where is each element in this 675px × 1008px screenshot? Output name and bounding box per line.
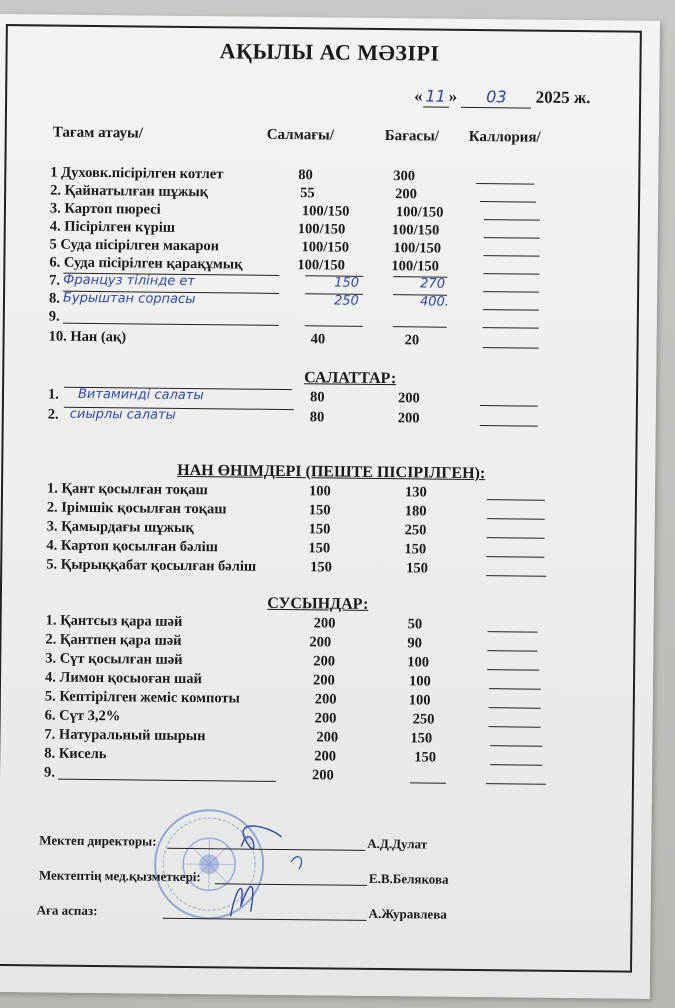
item-name: 5. Қырыққабат қосылған бәліш (46, 556, 257, 575)
item-number: 1. (47, 386, 59, 403)
item-number: 7. (49, 272, 61, 289)
item-price: 100 (407, 654, 430, 671)
signature-line (167, 834, 365, 851)
item-weight: 200 (313, 653, 336, 670)
calorie-blank (476, 169, 534, 185)
calorie-blank (483, 277, 539, 293)
item-name: 1. Қантсыз қара шәй (45, 612, 183, 630)
item-name: 10. Нан (ақ) (48, 328, 127, 346)
bakery-title: НАН ӨНІМДЕРІ (ПЕШТЕ ПІСІРІЛГЕН): (177, 461, 486, 483)
item-price: 180 (404, 503, 427, 520)
item-weight: 200 (314, 748, 337, 765)
item-price: 250 (404, 522, 427, 539)
menu-sheet (0, 14, 660, 999)
item-price: 150 (410, 730, 433, 747)
item-name: 2. Ірімшік қосылған тоқаш (46, 499, 227, 518)
item-weight: 80 (309, 389, 325, 406)
item-weight: 80 (309, 409, 325, 426)
item-weight-line (305, 311, 363, 327)
date-year: 2025 ж. (535, 87, 591, 108)
item-name-handwritten: Бурыштан сорпасы (62, 290, 196, 308)
header-calorie: Каллория/ (468, 128, 541, 146)
item-name: 6. Сүт 3,2% (44, 707, 121, 725)
item-weight: 100/150 (301, 203, 350, 220)
calorie-blank (489, 693, 541, 709)
signature-role: Аға аспаз: (36, 902, 98, 919)
item-name-line (58, 765, 276, 782)
item-name: 3. Картоп пюресі (49, 200, 161, 218)
calorie-blank (483, 259, 539, 275)
signature-name: А.Журавлева (368, 905, 447, 922)
item-price: 200 (397, 390, 420, 407)
item-name: 3. Сүт қосылған шәй (45, 650, 183, 668)
item-weight: 55 (300, 185, 315, 202)
signature-name: А.Д.Дулат (367, 835, 428, 852)
item-weight: 200 (312, 672, 335, 689)
calorie-blank (489, 674, 541, 690)
item-weight: 150 (308, 540, 331, 557)
item-name: 2. Қайнатылған шұжық (50, 182, 209, 201)
calorie-blank (487, 636, 537, 652)
calorie-blank (490, 750, 542, 766)
item-price: 100/150 (395, 204, 444, 221)
item-weight: 100 (308, 483, 331, 500)
item-weight: 40 (310, 331, 326, 348)
item-weight-handwritten: 250 (333, 293, 359, 309)
calorie-blank (486, 769, 546, 785)
calorie-blank (490, 731, 542, 747)
item-name: 7. Натуральный шырын (44, 726, 206, 745)
item-price: 300 (393, 168, 416, 185)
item-price: 150 (414, 749, 437, 766)
item-name-handwritten: сиырлы салаты (69, 406, 176, 423)
date-month: 03 (486, 87, 507, 107)
calorie-blank (480, 187, 536, 203)
calorie-blank (489, 712, 541, 728)
item-weight: 200 (309, 634, 332, 651)
item-weight: 200 (313, 615, 336, 632)
item-name: 5 Суда пісірілген макарон (49, 236, 220, 255)
calorie-blank (483, 333, 539, 349)
item-price-handwritten: 270 (420, 276, 446, 292)
calorie-blank (488, 617, 538, 633)
item-name: 2. Қантпен қара шәй (45, 631, 182, 649)
item-price: 100/150 (391, 222, 440, 239)
item-price: 250 (412, 711, 435, 728)
item-name: 4. Лимон қосыоған шай (44, 669, 202, 688)
item-price-handwritten: 400. (419, 294, 450, 310)
calorie-blank (480, 391, 538, 407)
drinks-title: СУСЫНДАР: (267, 594, 369, 613)
item-name: 6. Суда пісірілген қарақұмық (49, 254, 243, 273)
item-number: 9. (48, 308, 60, 325)
item-name-line (63, 309, 279, 326)
price-blank (410, 768, 446, 783)
item-name: 1. Қант қосылған тоқаш (46, 480, 208, 499)
item-name: 5. Кептірілген жеміс компоты (44, 688, 240, 707)
page-title: АҚЫЛЫ АС МӘЗІРІ (219, 38, 440, 66)
item-weight: 200 (316, 729, 339, 746)
item-price: 130 (404, 484, 427, 501)
item-name: 4. Пісірілген күріш (49, 218, 176, 236)
calorie-blank (484, 205, 540, 221)
item-weight-line (305, 293, 363, 309)
close-quote: » (448, 86, 458, 106)
item-name-handwritten: Витаминді салаты (77, 386, 204, 404)
item-price: 20 (404, 332, 420, 349)
signature-name: Е.В.Белякова (368, 870, 449, 887)
item-name-handwritten: Француз тілінде ет (63, 272, 196, 290)
item-price: 200 (395, 186, 417, 203)
item-weight: 100/150 (297, 257, 345, 274)
item-name: 1 Духовк.пісірілген котлет (50, 164, 224, 183)
item-price-line (393, 276, 447, 292)
item-number: 9. (43, 764, 56, 781)
item-weight: 150 (308, 502, 331, 519)
item-price: 100 (408, 673, 431, 690)
date-line (414, 86, 591, 109)
item-weight-line (305, 275, 363, 291)
calorie-blank (487, 485, 545, 501)
header-weight: Салмағы/ (266, 126, 335, 144)
signature-role: Мектептің мед.қызметкері: (38, 867, 201, 885)
item-price-line (393, 312, 447, 328)
calorie-blank (487, 504, 545, 520)
item-weight-handwritten: 150 (334, 275, 360, 291)
item-name: 8. Кисель (44, 745, 107, 763)
item-weight: 200 (314, 710, 337, 727)
item-weight: 100/150 (297, 221, 346, 238)
item-price: 100/150 (393, 240, 442, 257)
item-weight: 100/150 (301, 239, 350, 256)
calorie-blank (486, 561, 546, 577)
salads-title: САЛАТТАР: (304, 369, 397, 388)
date-day: 11 (425, 86, 446, 106)
item-weight: 200 (314, 691, 337, 708)
calorie-blank (480, 411, 538, 427)
calorie-blank (486, 542, 544, 558)
item-name: 4. Картоп қосылған бәліш (46, 537, 219, 556)
calorie-blank (483, 313, 539, 329)
header-price: Бағасы/ (384, 128, 440, 145)
header-name: Тағам атауы/ (52, 124, 144, 142)
signature-line (163, 904, 367, 921)
item-weight: 150 (310, 559, 333, 576)
calorie-blank (487, 655, 539, 671)
item-weight: 200 (311, 767, 334, 784)
item-weight: 80 (298, 167, 313, 184)
item-name: 3. Қамырдағы шұжық (46, 518, 194, 537)
item-price-line (393, 294, 450, 310)
item-price: 150 (406, 560, 429, 577)
item-number: 2. (47, 406, 59, 423)
item-price: 100 (408, 692, 431, 709)
item-price: 200 (397, 410, 420, 427)
signature-line (215, 869, 367, 886)
calorie-blank (483, 241, 539, 257)
open-quote: « (414, 86, 423, 106)
item-price: 50 (407, 616, 423, 633)
signature-role: Мектеп директоры: (39, 832, 157, 849)
item-price: 90 (407, 635, 423, 652)
calorie-blank (483, 295, 539, 311)
calorie-blank (484, 223, 540, 239)
item-price: 150 (404, 541, 427, 558)
calorie-blank (487, 523, 545, 539)
item-price: 100/150 (391, 258, 439, 275)
item-number: 8. (48, 290, 60, 307)
item-weight: 150 (308, 521, 331, 538)
